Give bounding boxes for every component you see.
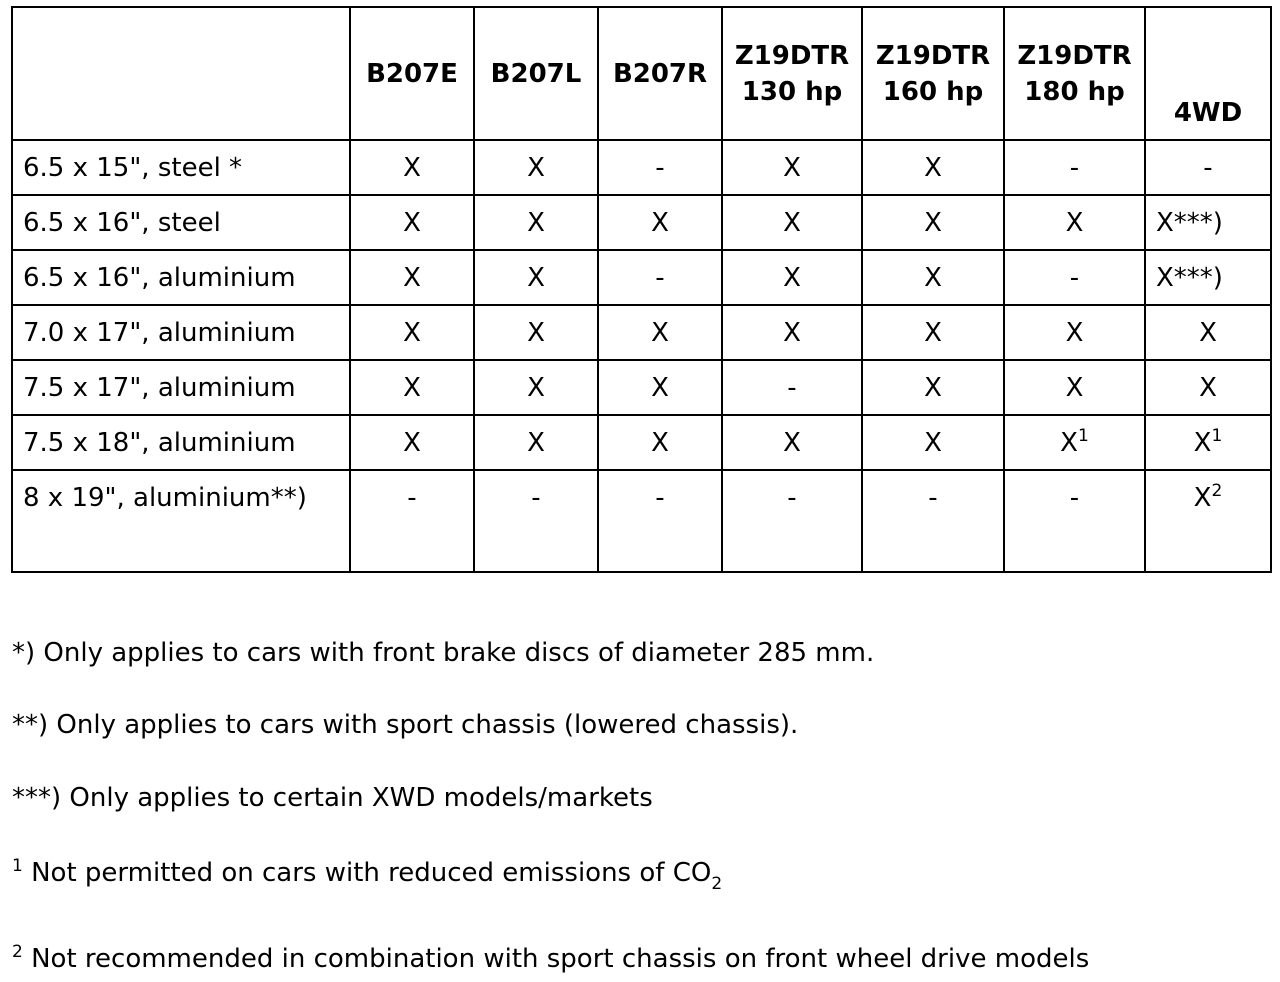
table-row	[12, 360, 1271, 415]
compatibility-cell	[1145, 250, 1271, 305]
compatibility-cell	[350, 360, 474, 415]
compatibility-value: X***)	[1156, 262, 1223, 293]
compatibility-value: X	[651, 372, 669, 403]
compatibility-value: X	[924, 207, 942, 238]
compatibility-value: -	[1203, 152, 1213, 183]
compatibility-value: X	[924, 262, 942, 293]
compatibility-cell	[1004, 470, 1145, 572]
compatibility-value: X	[651, 317, 669, 348]
compatibility-value: X	[527, 372, 545, 403]
compatibility-cell	[350, 250, 474, 305]
column-header	[350, 7, 474, 140]
column-header	[862, 7, 1004, 140]
compatibility-cell	[1004, 250, 1145, 305]
compatibility-cell	[598, 195, 722, 250]
footnote-marker: 1	[12, 856, 23, 876]
column-header-line: Z19DTR	[875, 40, 991, 71]
column-header-line: B207L	[490, 58, 582, 89]
compatibility-cell	[474, 305, 598, 360]
compatibility-cell	[722, 305, 862, 360]
compatibility-cell	[474, 250, 598, 305]
compatibility-cell	[474, 415, 598, 470]
compatibility-value: -	[655, 152, 665, 183]
compatibility-value: X	[651, 207, 669, 238]
compatibility-cell	[474, 140, 598, 195]
footnote-sport-chassis: **) Only applies to cars with sport chassis (lowered chassis).	[12, 710, 799, 740]
column-header	[474, 7, 598, 140]
footnote-co2	[12, 856, 723, 894]
compatibility-value: -	[655, 483, 665, 513]
co2-subscript: 2	[711, 874, 723, 894]
compatibility-value: X	[403, 372, 421, 403]
table-row	[12, 140, 1271, 195]
compatibility-cell	[722, 470, 862, 572]
wheel-size-label: 7.5 x 18", aluminium	[12, 415, 350, 470]
compatibility-value: X	[527, 427, 545, 458]
compatibility-value: X	[924, 317, 942, 348]
compatibility-cell	[722, 415, 862, 470]
compatibility-cell	[598, 415, 722, 470]
footnote-marker: 2	[1211, 481, 1223, 501]
footnote-marker: 1	[1211, 425, 1223, 446]
compatibility-cell	[350, 415, 474, 470]
footnote-marker: 2	[12, 942, 23, 962]
compatibility-value: X	[527, 152, 545, 183]
compatibility-cell	[1145, 470, 1271, 572]
wheel-size-label: 8 x 19", aluminium**)	[12, 470, 350, 572]
compatibility-value: X	[403, 207, 421, 238]
wheel-size-label: 6.5 x 16", aluminium	[12, 250, 350, 305]
compatibility-cell	[722, 195, 862, 250]
compatibility-value: X	[403, 427, 421, 458]
column-header-line: 180 hp	[1024, 76, 1125, 107]
column-header-line: 160 hp	[882, 76, 984, 107]
footnote-front-wheel-drive	[12, 944, 1089, 974]
column-header-line: 130 hp	[741, 76, 843, 107]
wheel-size-label: 6.5 x 15", steel *	[12, 140, 350, 195]
compatibility-cell	[1004, 140, 1145, 195]
table-row	[12, 415, 1271, 470]
compatibility-cell	[350, 195, 474, 250]
compatibility-cell	[862, 360, 1004, 415]
compatibility-cell	[598, 470, 722, 572]
compatibility-cell	[350, 140, 474, 195]
compatibility-cell	[722, 250, 862, 305]
compatibility-value: -	[787, 483, 797, 513]
compatibility-value: X	[527, 207, 545, 238]
compatibility-cell	[862, 470, 1004, 572]
compatibility-value: X	[403, 152, 421, 183]
column-header-line: Z19DTR	[734, 40, 850, 71]
compatibility-cell	[1145, 305, 1271, 360]
compatibility-cell	[474, 360, 598, 415]
compatibility-cell	[862, 140, 1004, 195]
table-row	[12, 470, 1271, 572]
compatibility-cell	[598, 305, 722, 360]
compatibility-cell	[722, 360, 862, 415]
column-header-line: B207R	[612, 58, 708, 89]
footnote-brake-discs: *) Only applies to cars with front brake discs of diameter 285 mm.	[12, 638, 875, 668]
compatibility-cell	[598, 140, 722, 195]
compatibility-value: -	[655, 262, 665, 293]
compatibility-value: X	[783, 427, 801, 458]
compatibility-value: X	[783, 152, 801, 183]
compatibility-value: X	[924, 152, 942, 183]
compatibility-value: X	[783, 317, 801, 348]
compatibility-cell	[474, 195, 598, 250]
compatibility-value: X	[403, 317, 421, 348]
column-header-line: 4WD	[1173, 98, 1243, 128]
table-row	[12, 195, 1271, 250]
compatibility-value: -	[1069, 152, 1080, 183]
footnote-text: Not recommended in combination with sport chassis on front wheel drive models	[22, 944, 1090, 974]
compatibility-value: -	[407, 483, 417, 513]
header-empty-cell	[12, 7, 350, 140]
table-body	[12, 140, 1271, 572]
compatibility-value: X***)	[1156, 207, 1223, 238]
column-header	[598, 7, 722, 140]
compatibility-cell	[862, 415, 1004, 470]
compatibility-value: X	[1193, 483, 1212, 513]
compatibility-cell	[862, 305, 1004, 360]
column-header	[1145, 7, 1271, 140]
compatibility-value: -	[1069, 483, 1080, 513]
compatibility-value: X	[1060, 427, 1078, 458]
compatibility-value: X	[651, 427, 669, 458]
compatibility-cell	[862, 250, 1004, 305]
wheel-size-label: 7.5 x 17", aluminium	[12, 360, 350, 415]
table-row	[12, 305, 1271, 360]
compatibility-value: X	[924, 372, 942, 403]
compatibility-cell	[474, 470, 598, 572]
compatibility-value: X	[783, 262, 801, 293]
compatibility-cell	[1145, 360, 1271, 415]
compatibility-cell	[722, 140, 862, 195]
compatibility-value: X	[924, 427, 942, 458]
compatibility-cell	[1145, 195, 1271, 250]
column-header-line: B207E	[366, 58, 458, 89]
table-row	[12, 250, 1271, 305]
compatibility-cell	[1145, 415, 1271, 470]
footnote-text: Not permitted on cars with reduced emissions of CO	[22, 858, 712, 888]
column-header-line: Z19DTR	[1017, 40, 1132, 71]
compatibility-cell	[350, 470, 474, 572]
compatibility-value: X	[1199, 317, 1217, 348]
compatibility-value: X	[527, 262, 545, 293]
compatibility-value: -	[928, 483, 938, 513]
compatibility-value: X	[1199, 372, 1217, 403]
table-header-row	[12, 7, 1271, 140]
compatibility-cell	[598, 250, 722, 305]
compatibility-value: X	[527, 317, 545, 348]
compatibility-value: -	[531, 483, 541, 513]
compatibility-cell	[350, 305, 474, 360]
column-header	[722, 7, 862, 140]
compatibility-value: -	[1069, 262, 1080, 293]
compatibility-cell	[1145, 140, 1271, 195]
compatibility-value: X	[1193, 427, 1212, 458]
compatibility-cell	[862, 195, 1004, 250]
compatibility-value: X	[1065, 317, 1084, 348]
compatibility-cell	[1004, 305, 1145, 360]
wheel-size-label: 7.0 x 17", aluminium	[12, 305, 350, 360]
compatibility-value: -	[787, 372, 797, 403]
compatibility-cell	[598, 360, 722, 415]
compatibility-value: X	[403, 262, 421, 293]
column-header	[1004, 7, 1145, 140]
footnote-marker: 1	[1077, 425, 1089, 446]
footnote-xwd-models: ***) Only applies to certain XWD models/markets	[12, 783, 653, 813]
wheel-size-label: 6.5 x 16", steel	[12, 195, 350, 250]
wheel-compatibility-table	[11, 6, 1272, 573]
compatibility-value: X	[783, 207, 801, 238]
compatibility-cell	[1004, 195, 1145, 250]
compatibility-value: X	[1065, 207, 1084, 238]
compatibility-cell	[1004, 360, 1145, 415]
compatibility-value: X	[1065, 372, 1084, 403]
compatibility-cell	[1004, 415, 1145, 470]
